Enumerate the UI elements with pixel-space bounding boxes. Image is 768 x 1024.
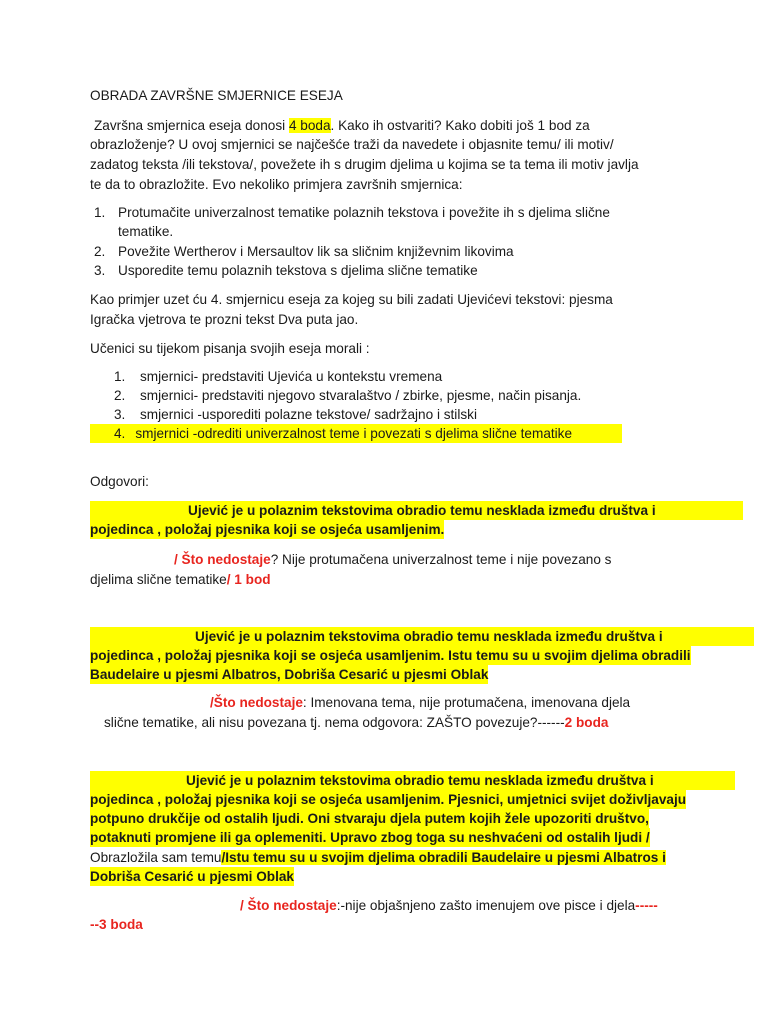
answer-line: Ujević je u polaznim tekstovima obradio temu nesklada između društva i: [90, 771, 735, 790]
answer-line: Dobriša Cesarić u pjesmi Oblak: [90, 869, 294, 884]
answer-line: potpuno drukčije od ostalih ljudi. Oni stvaraju djela putem kojih žele upozoriti društvo,: [90, 811, 649, 826]
missing-line: / Što nedostaje:-nije objašnjeno zašto imenujem ove pisce i djela-----: [240, 898, 658, 913]
answers-label: Odgovori:: [90, 474, 149, 489]
students-intro: Učenici su tijekom pisanja svojih eseja morali :: [90, 341, 370, 356]
answer-line: Baudelaire u pjesmi Albatros, Dobriša Cesarić u pjesmi Oblak: [90, 667, 489, 682]
score-label: --3 boda: [90, 917, 143, 932]
document-title: OBRADA ZAVRŠNE SMJERNICE ESEJA: [90, 88, 343, 103]
list-item-number: 1.: [114, 369, 126, 384]
intro-line-3: zadatog teksta /ili tekstova/, povežete ih s drugim djelima u kojima se ta tema ili motiv javlja: [90, 157, 639, 172]
list-item-number: 2.: [94, 244, 106, 259]
list-item: smjernici -usporediti polazne tekstove/ sadržajno i stilski: [140, 407, 477, 422]
list-item: smjernici- predstaviti njegovo stvaralaštvo / zbirke, pjesme, način pisanja.: [140, 388, 582, 403]
list-item-continuation: tematike.: [118, 224, 174, 239]
intro-line-1: Završna smjernica eseja donosi 4 boda. Kako ih ostvariti? Kako dobiti još 1 bod za: [94, 118, 590, 133]
answer-line: pojedinca , položaj pjesnika koji se osjeća usamljenim. Istu temu su u svojim djelima obradili: [90, 648, 691, 663]
score-label: 2 boda: [564, 715, 609, 730]
example-para-line-1: Kao primjer uzet ću 4. smjernicu eseja za kojeg su bili zadati Ujevićevi tekstovi: pjesma: [90, 292, 613, 307]
list-item-number: 2.: [114, 388, 126, 403]
list-item: Protumačite univerzalnost tematike polaznih tekstova i povežite ih s djelima slične: [118, 205, 610, 220]
missing-label: / Što nedostaje: [174, 552, 271, 567]
answer-line: pojedinca , položaj pjesnika koji se osjeća usamljenim. Pjesnici, umjetnici svijet doživljavaju: [90, 792, 687, 807]
list-item-number: 1.: [94, 205, 106, 220]
list-item: smjernici- predstaviti Ujevića u kontekstu vremena: [140, 369, 443, 384]
example-para-line-2: Igračka vjetrova te prozni tekst Dva puta jao.: [90, 312, 359, 327]
missing-line: slične tematike, ali nisu povezana tj. nema odgovora: ZAŠTO povezuje?------2 boda: [104, 715, 609, 730]
list-item: Povežite Wertherov i Mersaultov lik sa sličnim književnim likovima: [118, 244, 514, 259]
score-label: / 1 bod: [226, 572, 271, 587]
intro-line-4: te da to obrazložite. Evo nekoliko primjera završnih smjernica:: [90, 177, 463, 192]
points-highlight: 4 boda: [288, 118, 331, 133]
answer-line: potaknuti promjene ili ga oplemeniti. Upravo zbog toga su neshvaćeni od ostalih ljudi /: [90, 830, 650, 845]
list-item-highlighted: 4. smjernici -odrediti univerzalnost teme i povezati s djelima slične tematike: [90, 424, 622, 443]
answer-line: Obrazložila sam temu/Istu temu su u svojim djelima obradili Baudelaire u pjesmi Albatros i: [90, 850, 666, 865]
missing-label: / Što nedostaje: [240, 898, 337, 913]
missing-line: / Što nedostaje? Nije protumačena univerzalnost teme i nije povezano s: [174, 552, 612, 567]
answer-line: pojedinca , položaj pjesnika koji se osjeća usamljenim.: [90, 522, 445, 537]
missing-line: /Što nedostaje: Imenovana tema, nije protumačena, imenovana djela: [210, 695, 631, 710]
missing-line: djelima slične tematike/ 1 bod: [90, 572, 271, 587]
list-item-number: 3.: [114, 407, 126, 422]
answer-line: Ujević je u polaznim tekstovima obradio temu nesklada između društva i: [90, 627, 754, 646]
list-item: Usporedite temu polaznih tekstova s djelima slične tematike: [118, 263, 478, 278]
list-item-number: 3.: [94, 263, 106, 278]
intro-line-2: obrazloženje? U ovoj smjernici se najčešće traži da navedete i objasnite temu/ ili motiv/: [90, 137, 614, 152]
missing-label: /Što nedostaje: [210, 695, 303, 710]
answer-line: Ujević je u polaznim tekstovima obradio temu nesklada između društva i: [90, 501, 743, 520]
